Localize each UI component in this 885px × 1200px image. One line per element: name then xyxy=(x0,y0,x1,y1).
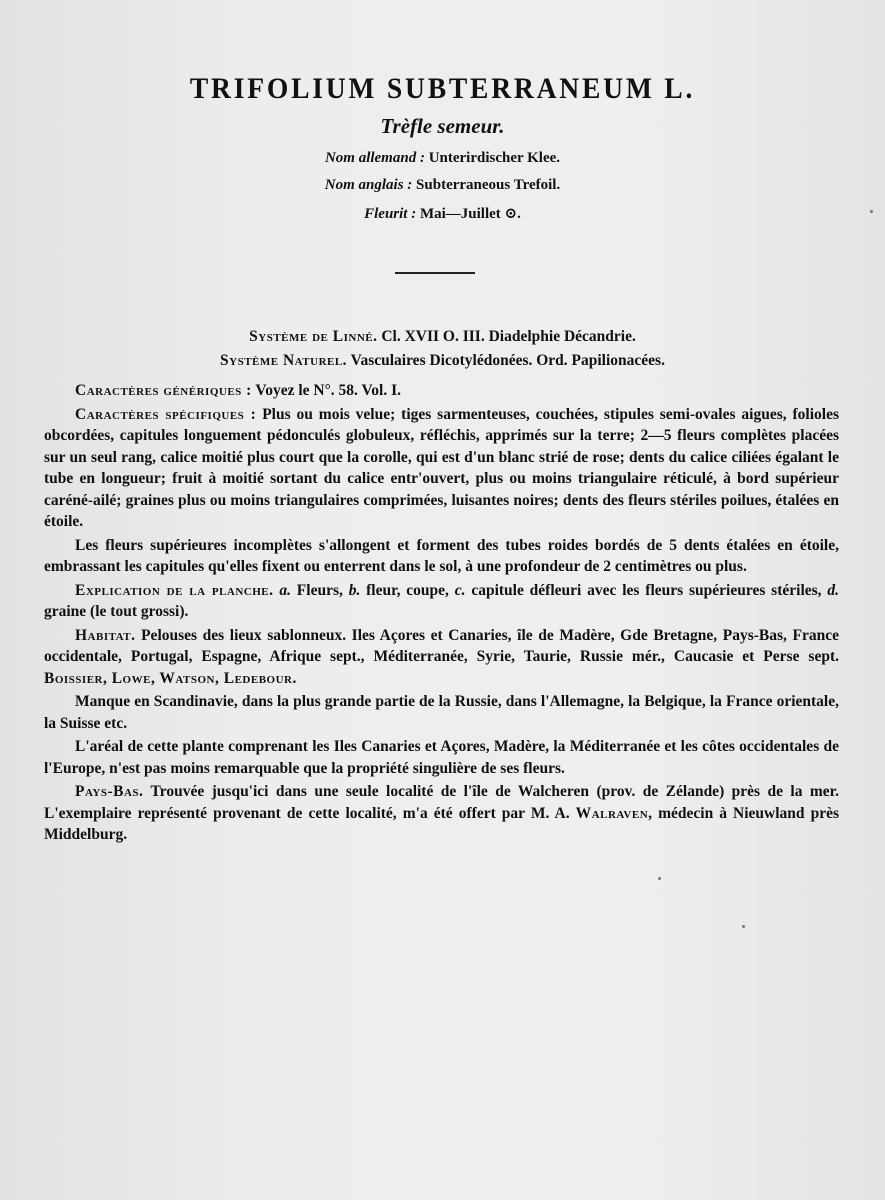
description-body xyxy=(44,380,839,848)
netherlands-paragraph xyxy=(44,781,839,846)
plate-explanation-paragraph xyxy=(44,580,839,623)
plate-text-d: graine (le tout grossi). xyxy=(44,603,189,620)
divider-rule xyxy=(395,272,475,274)
netherlands-label: Pays-Bas. xyxy=(75,783,144,800)
specific-text: Plus ou mois velue; tiges sarmenteuses, couchées, stipules semi-ovales aigues, folioles obcordées, capitules longuement pédonculés globuleux, réfléchis, apprimés sur la terre; 2—5 fleurs complètes placées sur un seul rang, calice moitié plus court que la corolle, qui est d'un blanc strié de rose; dents du calice ciliées égalant le tube en longueur; fruit à moitié sortant du calice entr'ouvert, plus ou moins triangulaire réticulé, à bord supérieur caréné-ailé; graines plus ou moins triangulaires comprimées, luisantes noires; dents des fleurs stériles poilues, étalées en étoile. xyxy=(44,405,839,530)
flowering-line xyxy=(0,204,885,223)
plate-label: Explication de la planche. xyxy=(75,581,274,599)
plate-text-b: fleur, coupe, xyxy=(366,581,449,599)
natural-system-line xyxy=(0,352,885,370)
german-name-line xyxy=(0,150,885,167)
german-name-value: Unterirdischer Klee. xyxy=(428,150,561,166)
flowering-value: Mai—Juillet ⊙. xyxy=(419,206,521,222)
netherlands-text-end: , médecin à Nieuwland près Middelburg. xyxy=(44,804,840,843)
common-name: Trèfle semeur. xyxy=(380,114,505,138)
paper-speck xyxy=(658,877,661,880)
linne-system-line xyxy=(0,328,885,346)
english-name-value: Subterraneous Trefoil. xyxy=(416,177,561,193)
plate-letter-b: b. xyxy=(348,581,361,599)
flowering-label: Fleurit : xyxy=(364,206,417,222)
plate-text-a: Fleurs, xyxy=(296,581,343,599)
plate-letter-d: d. xyxy=(827,581,839,599)
habitat-label: Habitat. xyxy=(75,626,136,644)
naturel-label: Système Naturel. xyxy=(220,352,348,369)
plate-letter-c: c. xyxy=(454,581,466,599)
linne-text: Cl. XVII O. III. Diadelphie Décandrie. xyxy=(381,328,636,345)
german-name-label: Nom allemand : xyxy=(324,150,425,166)
paper-speck xyxy=(870,210,873,213)
linne-label: Système de Linné. xyxy=(249,328,378,345)
range-paragraph xyxy=(44,736,839,779)
naturel-text: Vasculaires Dicotylédonées. Ord. Papilionacées. xyxy=(350,352,665,369)
specific-label: Caractères spécifiques : xyxy=(75,405,257,423)
habitat-text: Pelouses des lieux sablonneux. Iles Açores et Canaries, île de Madère, Gde Bretagne, Pays-Bas, France occidentale, Portugal, Espagne, Afrique sept., Méditerranée, Syrie, Taurie, Russie mér., Caucasie et Perse sept. xyxy=(44,626,840,665)
english-name-line xyxy=(0,177,885,194)
collector-name: Walraven xyxy=(575,804,649,822)
generic-label: Caractères génériques : xyxy=(75,382,252,399)
flowers-paragraph xyxy=(44,535,839,578)
habitat-paragraph xyxy=(44,625,839,690)
generic-characters-paragraph xyxy=(44,380,839,402)
page-title: TRIFOLIUM SUBTERRANEUM L. xyxy=(189,72,696,105)
flowers-text: Les fleurs supérieures incomplètes s'allongent et forment des tubes roides bordés de 5 dents étalées en étoile, embrassant les capitules qu'elles fixent ou enterrent dans le sol, à une profondeur de 2 centimètres ou plus. xyxy=(44,536,839,575)
plate-letter-a: a. xyxy=(279,581,291,599)
english-name-label: Nom anglais : xyxy=(324,177,413,193)
absence-text: Manque en Scandinavie, dans la plus grande partie de la Russie, dans l'Allemagne, la Belgique, la France orientale, la Suisse etc. xyxy=(44,693,839,732)
plate-text-c: capitule défleuri avec les fleurs supérieures stériles, xyxy=(471,581,822,599)
netherlands-text: Trouvée jusqu'ici dans une seule localité de l'île de Walcheren (prov. de Zélande) près de la mer. L'exemplaire représenté provenant de cette localité, m'a été offert par M. A. xyxy=(44,783,839,822)
absence-paragraph xyxy=(44,691,839,734)
paper-speck xyxy=(742,925,745,928)
generic-text: Voyez le N°. 58. Vol. I. xyxy=(255,382,401,399)
specific-characters-paragraph xyxy=(44,404,839,533)
range-text: L'aréal de cette plante comprenant les Iles Canaries et Açores, Madère, la Méditerranée et les côtes occidentales de l'Europe, n'est pas moins remarquable que la propriété singulière de ses fleurs. xyxy=(44,738,839,777)
habitat-authors: Boissier, Lowe, Watson, Ledebour. xyxy=(44,669,297,687)
